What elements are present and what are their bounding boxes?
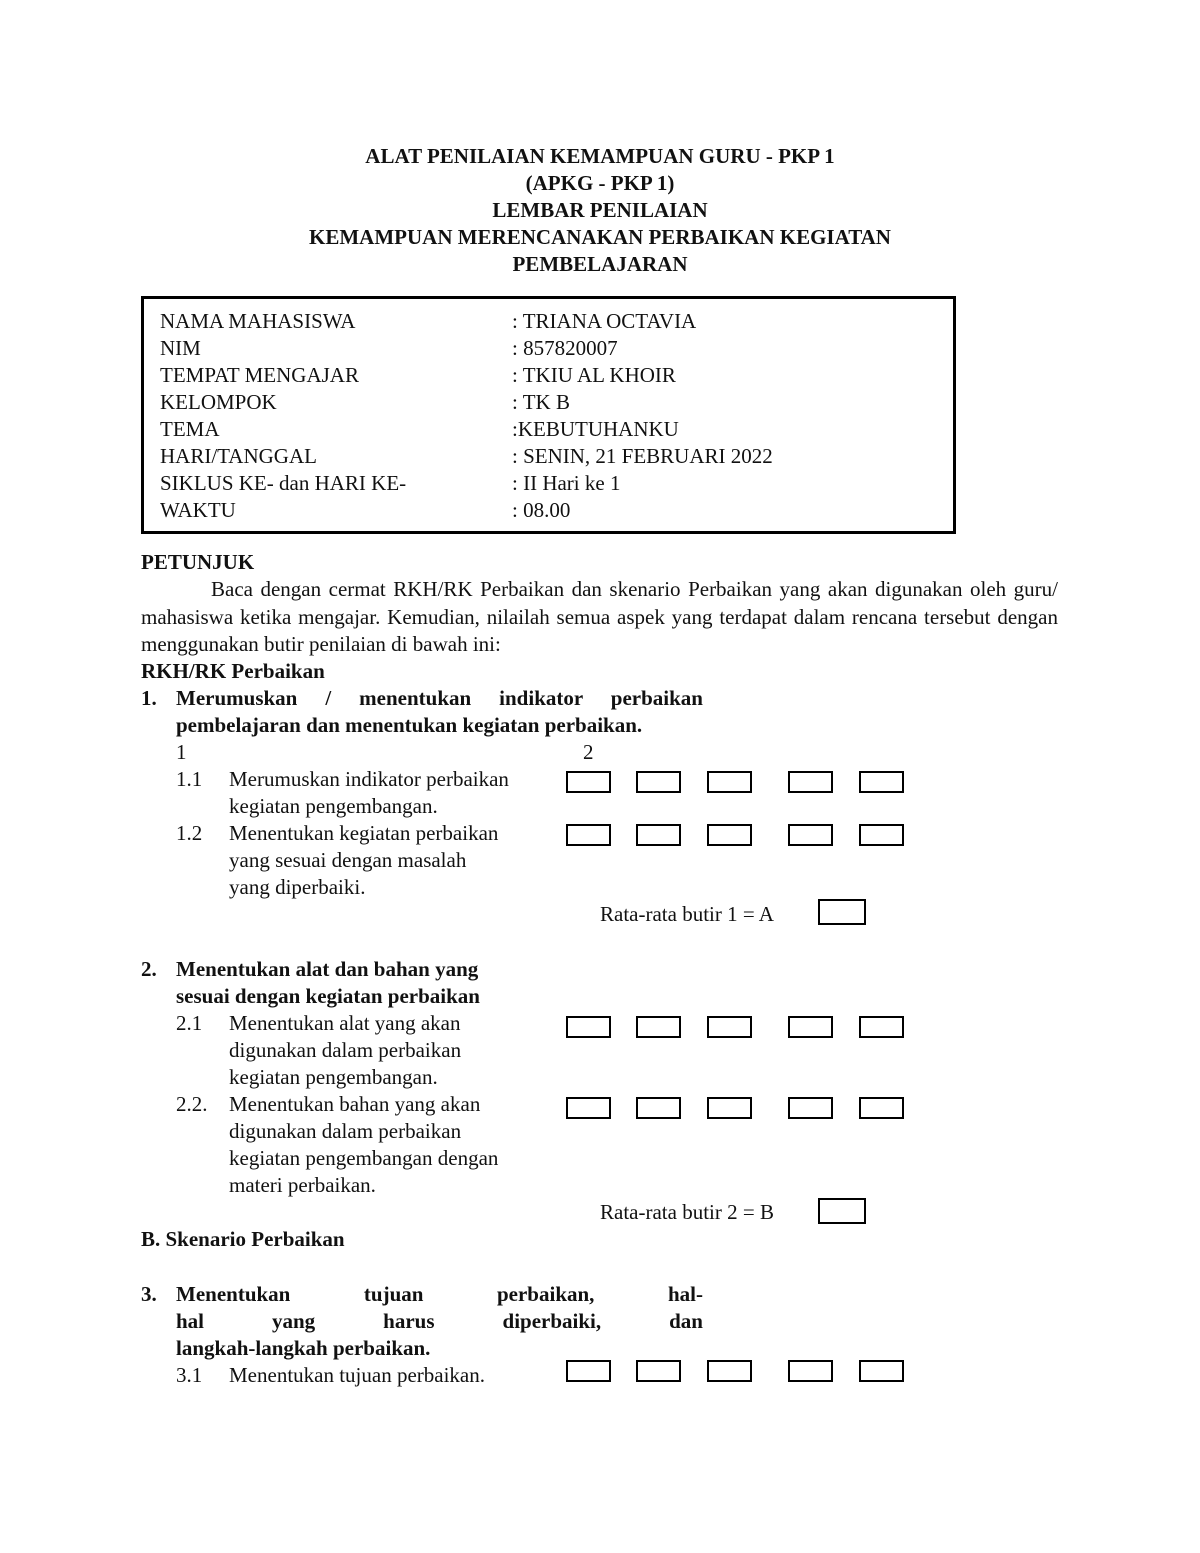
sub-item-text: kegiatan pengembangan dengan <box>229 1146 499 1170</box>
sub-item-text: digunakan dalam perbaikan <box>229 1038 462 1062</box>
sub-item-text: Menentukan kegiatan perbaikan <box>229 821 499 845</box>
sub-item-number: 1.2 <box>176 821 203 845</box>
identity-label: NAMA MAHASISWA <box>160 309 356 333</box>
item-title-word: yang <box>272 1309 316 1333</box>
identity-value: : TKIU AL KHOIR <box>512 363 676 387</box>
item-title-word: Menentukan <box>176 1282 291 1306</box>
item-title-cont: sesuai dengan kegiatan perbaikan <box>176 984 480 1008</box>
sub-item-text: yang sesuai dengan masalah <box>229 848 467 872</box>
score-box[interactable] <box>566 1016 611 1038</box>
sheet-title: LEMBAR PENILAIAN <box>492 198 708 222</box>
score-box[interactable] <box>707 1360 752 1382</box>
score-box[interactable] <box>566 1097 611 1119</box>
item-number: 2. <box>141 957 157 981</box>
item-title-cont <box>176 1309 703 1334</box>
sub-item-text: kegiatan pengembangan. <box>229 794 438 818</box>
sub-item-number: 1.1 <box>176 767 203 791</box>
column-number: 2 <box>583 740 594 764</box>
item-number: 3. <box>141 1282 157 1306</box>
identity-value: : SENIN, 21 FEBRUARI 2022 <box>512 444 773 468</box>
score-box[interactable] <box>636 824 681 846</box>
identity-label: KELOMPOK <box>160 390 277 414</box>
identity-label: TEMA <box>160 417 220 441</box>
item-title <box>176 1282 703 1307</box>
identity-label: WAKTU <box>160 498 236 522</box>
item-title-word: tujuan <box>363 1282 424 1306</box>
identity-value: : TRIANA OCTAVIA <box>512 309 697 333</box>
item-number: 1. <box>141 686 157 710</box>
score-box[interactable] <box>859 1360 904 1382</box>
item-title-word: perbaikan, <box>496 1282 595 1306</box>
score-box[interactable] <box>859 824 904 846</box>
score-box[interactable] <box>788 1097 833 1119</box>
sub-item-text: Merumuskan indikator perbaikan <box>229 767 509 791</box>
identity-value: : 08.00 <box>512 498 571 522</box>
sub-item-text: digunakan dalam perbaikan <box>229 1119 462 1143</box>
item-title-word: hal- <box>667 1282 703 1306</box>
average-box[interactable] <box>818 899 866 925</box>
instructions-text: Baca dengan cermat RKH/RK Perbaikan dan skenario Perbaikan yang akan digunakan oleh guru/ mahasiswa ketika mengajar. Kemudian, nilailah semua aspek yang terdapat dalam rencana tersebut dengan menggunakan butir penilaian di bawah ini: <box>141 577 1058 656</box>
document-title: ALAT PENILAIAN KEMAMPUAN GURU - PKP 1 <box>365 144 835 168</box>
score-box[interactable] <box>566 824 611 846</box>
item-title-cont: pembelajaran dan menentukan kegiatan perbaikan. <box>176 713 643 737</box>
section-a-heading: RKH/RK Perbaikan <box>141 659 325 683</box>
item-title: Merumuskan / menentukan indikator perbaikan <box>176 686 703 710</box>
sub-item-text: yang diperbaiki. <box>229 875 366 899</box>
score-box[interactable] <box>707 1016 752 1038</box>
score-box[interactable] <box>707 824 752 846</box>
score-box[interactable] <box>707 1097 752 1119</box>
document-subtitle: (APKG - PKP 1) <box>525 171 675 195</box>
sheet-subtitle-2: PEMBELAJARAN <box>512 252 688 276</box>
sub-item-text: Menentukan alat yang akan <box>229 1011 461 1035</box>
item-title-word: hal <box>176 1309 205 1333</box>
sub-item-text: materi perbaikan. <box>229 1173 376 1197</box>
instructions-heading: PETUNJUK <box>141 550 255 574</box>
identity-box <box>141 296 956 534</box>
identity-label: TEMPAT MENGAJAR <box>160 363 359 387</box>
score-box[interactable] <box>788 771 833 793</box>
item-title: Menentukan alat dan bahan yang <box>176 957 479 981</box>
score-box[interactable] <box>859 1016 904 1038</box>
sheet-subtitle: KEMAMPUAN MERENCANAKAN PERBAIKAN KEGIATAN <box>309 225 891 249</box>
score-box[interactable] <box>636 1097 681 1119</box>
identity-value: : 857820007 <box>512 336 618 360</box>
score-box[interactable] <box>859 1097 904 1119</box>
sub-item-number: 2.2. <box>176 1092 208 1116</box>
score-box[interactable] <box>636 1016 681 1038</box>
score-box[interactable] <box>566 1360 611 1382</box>
score-box[interactable] <box>707 771 752 793</box>
identity-label: SIKLUS KE- dan HARI KE- <box>160 471 407 495</box>
identity-label: HARI/TANGGAL <box>160 444 317 468</box>
sub-item-text: Menentukan bahan yang akan <box>229 1092 481 1116</box>
sub-item-text: kegiatan pengembangan. <box>229 1065 438 1089</box>
column-number: 1 <box>176 740 187 764</box>
identity-value: : TK B <box>512 390 570 414</box>
average-box[interactable] <box>818 1198 866 1224</box>
score-box[interactable] <box>788 1016 833 1038</box>
average-label: Rata-rata butir 2 = B <box>600 1200 774 1224</box>
score-box[interactable] <box>788 824 833 846</box>
section-b-heading: B. Skenario Perbaikan <box>141 1227 345 1251</box>
item-title-cont: langkah-langkah perbaikan. <box>176 1336 431 1360</box>
item-title-word: diperbaiki, <box>502 1309 602 1333</box>
item-title-word: harus <box>383 1309 435 1333</box>
score-box[interactable] <box>788 1360 833 1382</box>
sub-item-number: 3.1 <box>176 1363 203 1387</box>
identity-label: NIM <box>160 336 201 360</box>
sub-item-text: Menentukan tujuan perbaikan. <box>229 1363 485 1387</box>
identity-value: :KEBUTUHANKU <box>512 417 679 441</box>
score-box[interactable] <box>636 1360 681 1382</box>
item-title-word: dan <box>669 1309 703 1333</box>
average-label: Rata-rata butir 1 = A <box>600 902 774 926</box>
sub-item-number: 2.1 <box>176 1011 203 1035</box>
score-box[interactable] <box>859 771 904 793</box>
score-box[interactable] <box>636 771 681 793</box>
score-box[interactable] <box>566 771 611 793</box>
identity-value: : II Hari ke 1 <box>512 471 621 495</box>
